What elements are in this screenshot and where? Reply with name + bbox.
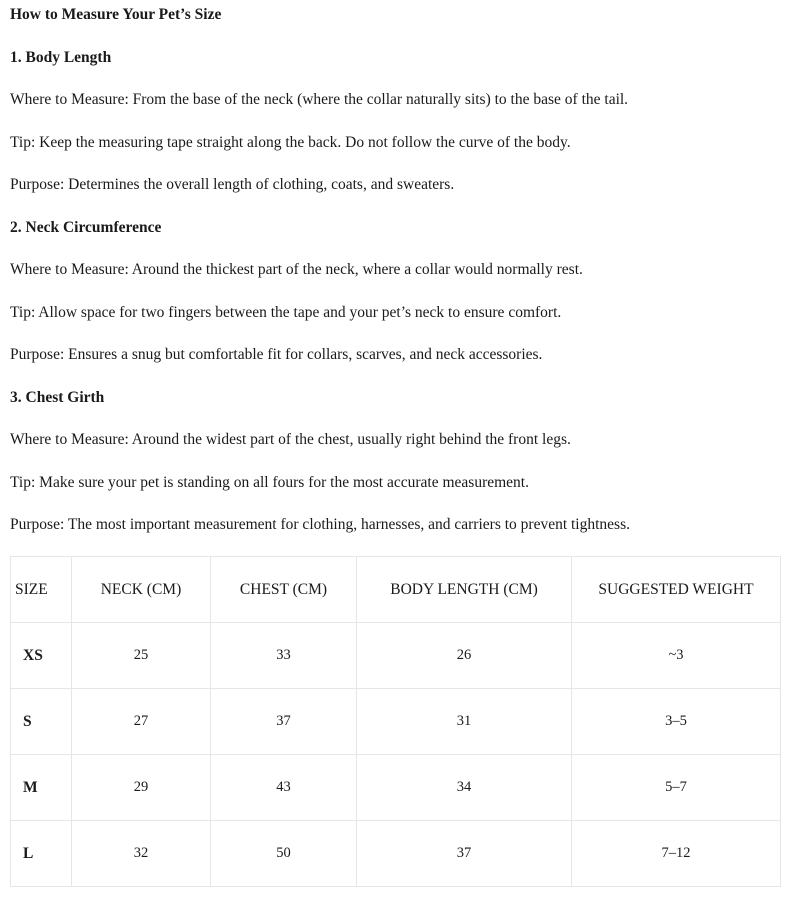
neck-cell: 25 — [72, 623, 211, 689]
body-length-cell: 34 — [357, 755, 572, 821]
table-row — [11, 821, 781, 887]
page-title: How to Measure Your Pet’s Size — [10, 6, 222, 23]
section-title-body-length: 1. Body Length — [10, 49, 112, 66]
table-row — [11, 623, 781, 689]
table-header-row — [11, 557, 781, 623]
body-length-cell: 37 — [357, 821, 572, 887]
weight-cell: ~3 — [572, 623, 781, 689]
header-body-length: BODY LENGTH (CM) — [357, 557, 572, 623]
neck-cell: 29 — [72, 755, 211, 821]
header-neck: NECK (CM) — [72, 557, 211, 623]
chest-cell: 50 — [211, 821, 357, 887]
body-length-cell: 31 — [357, 689, 572, 755]
weight-cell: 7–12 — [572, 821, 781, 887]
body-length-purpose: Purpose: Determines the overall length of clothing, coats, and sweaters. — [10, 176, 455, 193]
body-length-tip: Tip: Keep the measuring tape straight along the back. Do not follow the curve of the body. — [10, 134, 571, 151]
chest-where: Where to Measure: Around the widest part of the chest, usually right behind the front legs. — [10, 431, 571, 448]
weight-cell: 3–5 — [572, 689, 781, 755]
chest-cell: 43 — [211, 755, 357, 821]
size-cell: L — [11, 821, 72, 887]
neck-purpose: Purpose: Ensures a snug but comfortable fit for collars, scarves, and neck accessories. — [10, 346, 543, 363]
table-row — [11, 689, 781, 755]
chest-cell: 37 — [211, 689, 357, 755]
chest-purpose: Purpose: The most important measurement for clothing, harnesses, and carriers to prevent tightness. — [10, 516, 630, 533]
weight-cell: 5–7 — [572, 755, 781, 821]
size-chart-table — [10, 556, 781, 887]
size-cell: M — [11, 755, 72, 821]
body-length-where: Where to Measure: From the base of the neck (where the collar naturally sits) to the base of the tail. — [10, 91, 629, 108]
header-suggested-weight: SUGGESTED WEIGHT — [572, 557, 781, 623]
neck-tip: Tip: Allow space for two fingers between the tape and your pet’s neck to ensure comfort. — [10, 304, 562, 321]
chest-cell: 33 — [211, 623, 357, 689]
neck-cell: 27 — [72, 689, 211, 755]
table-row — [11, 755, 781, 821]
size-cell: XS — [11, 623, 72, 689]
body-length-cell: 26 — [357, 623, 572, 689]
size-cell: S — [11, 689, 72, 755]
header-size: SIZE — [11, 557, 72, 623]
header-chest: CHEST (CM) — [211, 557, 357, 623]
neck-cell: 32 — [72, 821, 211, 887]
neck-where: Where to Measure: Around the thickest part of the neck, where a collar would normally rest. — [10, 261, 583, 278]
section-title-neck: 2. Neck Circumference — [10, 219, 162, 236]
chest-tip: Tip: Make sure your pet is standing on all fours for the most accurate measurement. — [10, 474, 529, 491]
section-title-chest: 3. Chest Girth — [10, 389, 105, 406]
